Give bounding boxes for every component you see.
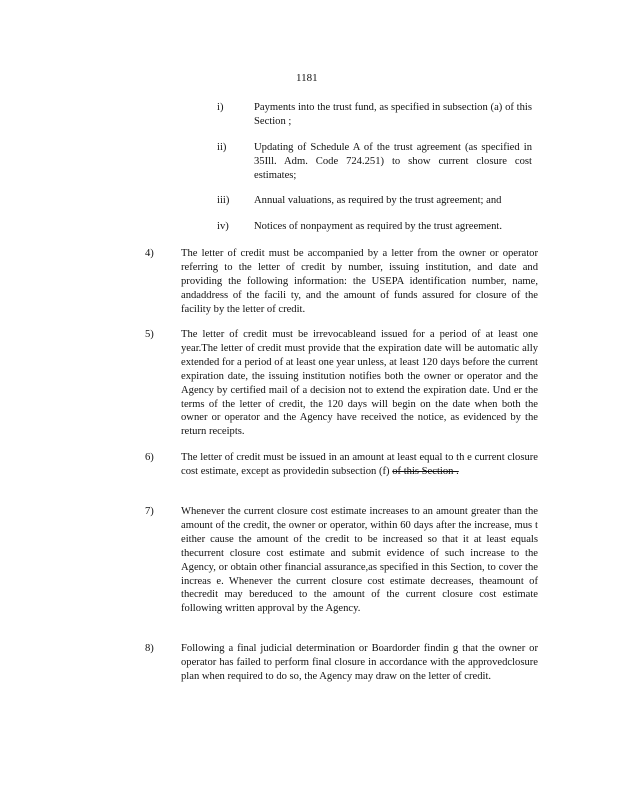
struck-text: of this Section .	[392, 465, 459, 477]
item-text-7: Whenever the current closure cost estimate increases to an amount greater than the amount of the credit, the owner or operator, within 60 days after the increase, mus t either cause the amount of the credit to be increased so that it at least equals thecurrent closure cost estimate and submit evidence of such increase to the Agency, or obtain other financial assurance,as specified in this Section, to cover the increas e. Whenever the current closure cost estimate decreases, theamount of thecredit may bereduced to the amount of the current closure cost estimate following written approval by the Agency.	[181, 506, 538, 615]
item-number-8: 8)	[145, 643, 154, 654]
item-text-4: The letter of credit must be accompanied by a letter from the owner or operator referring to the letter of credit by number, issuing institution, and date and providing the following information: the USEPA identification number, name, andaddress of the facili ty, and the amount of funds assured for closure of the facility by the letter of credit.	[181, 248, 538, 315]
sub-item-number-iv: iv)	[217, 221, 229, 232]
sub-item-number-ii: ii)	[217, 142, 227, 153]
sub-item-number-iii: iii)	[217, 195, 230, 206]
sub-item-text-iii: Annual valuations, as required by the trust agreement; and	[254, 195, 502, 206]
item-number-5: 5)	[145, 329, 154, 340]
item-text-6-body: The letter of credit must be issued in an amount at least equal to th e current closure cost estimate, except as providedin subsection (f)	[181, 452, 538, 477]
sub-item-text-ii: Updating of Schedule A of the trust agreement (as specified in 35Ill. Adm. Code 724.251) to show current closure cost estimates;	[254, 142, 532, 181]
item-text-8: Following a final judicial determination or Boardorder findin g that the owner or operator has failed to perform final closure in accordance with the approvedclosure plan when required to do so, the Agency may draw on the letter of credit.	[181, 643, 538, 682]
item-number-4: 4)	[145, 248, 154, 259]
sub-item-text-i: Payments into the trust fund, as specified in subsection (a) of this Section ;	[254, 102, 532, 127]
sub-item-number-i: i)	[217, 102, 224, 113]
item-number-7: 7)	[145, 506, 154, 517]
sub-item-text-iv: Notices of nonpayment as required by the trust agreement.	[254, 221, 502, 232]
item-text-6	[181, 451, 538, 479]
page-number: 1181	[296, 72, 318, 84]
item-text-5: The letter of credit must be irrevocableand issued for a period of at least one year.The letter of credit must provide that the expiration date will be automatic ally extended for a period of at least one year unless, at least 120 days before the current expiration date, the issuing institution notifies both the owner or operator and the Agency by certified mail of a decision not to extend the expiration date. Und er the terms of the letter of credit, the 120 days will begin on the date when both the owner or operator and the Agency have received the notice, as evidenced by the return receipts.	[181, 329, 538, 438]
item-number-6: 6)	[145, 452, 154, 463]
